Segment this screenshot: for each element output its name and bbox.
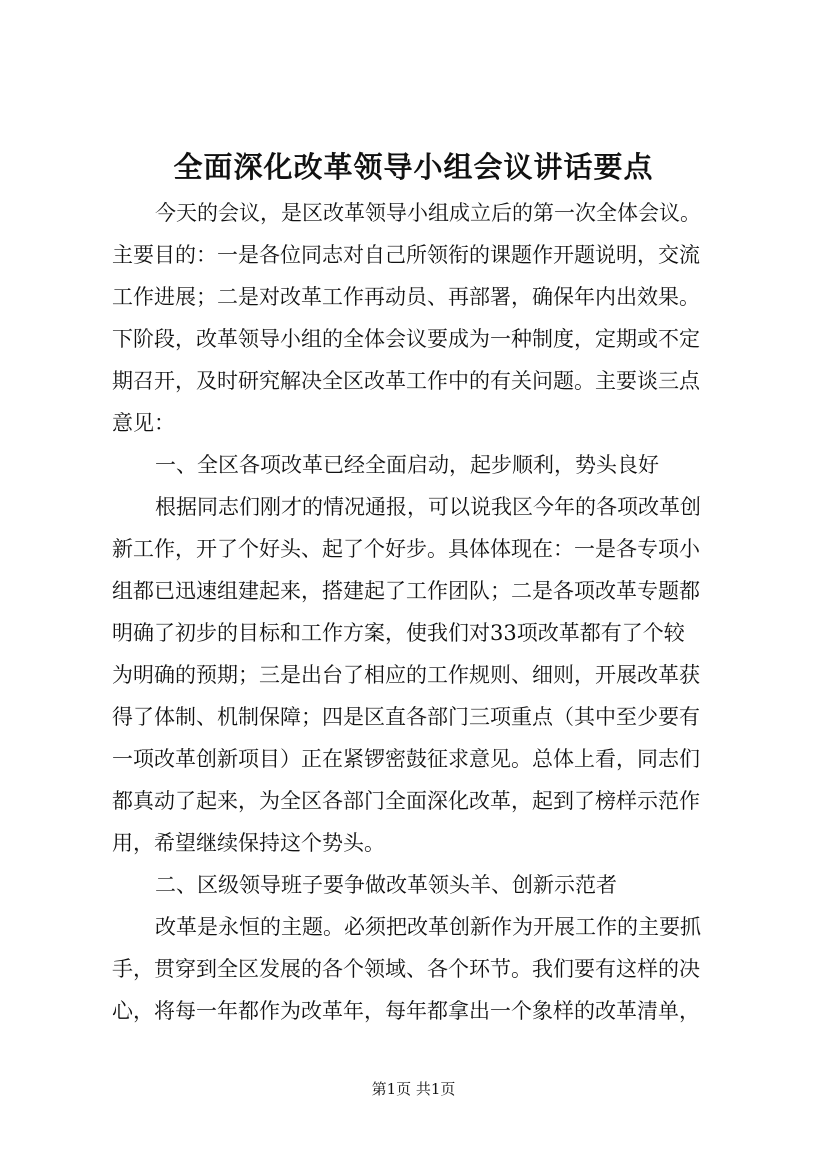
text-line: 为明确的预期；三是出台了相应的工作规则、细则，开展改革获 [112,663,700,687]
text-line: 新工作，开了个好头、起了个好步。具体体现在：一是各专项小 [112,537,700,561]
text-line: 期召开，及时研究解决全区改革工作中的有关问题。主要谈三点 [112,369,700,393]
text-line: 组都已迅速组建起来，搭建起了工作团队；二是各项改革专题都 [112,579,700,603]
text-line: 一项改革创新项目）正在紧锣密鼓征求意见。总体上看，同志们 [112,747,700,771]
text-line: 手，贯穿到全区发展的各个领域、各个环节。我们要有这样的决 [112,957,700,981]
text-line: 用，希望继续保持这个势头。 [112,831,385,855]
text-line: 根据同志们刚才的情况通报，可以说我区今年的各项改革创 [155,495,701,519]
text-line: 今天的会议，是区改革领导小组成立后的第一次全体会议。 [155,201,701,225]
text-line: 工作进展；二是对改革工作再动员、再部署，确保年内出效果。 [112,285,700,309]
section-heading: 二、区级领导班子要争做改革领头羊、创新示范者 [155,873,617,897]
text-line: 心，将每一年都作为改革年，每年都拿出一个象样的改革清单， [112,999,700,1023]
text-line: 都真动了起来，为全区各部门全面深化改革，起到了榜样示范作 [112,789,700,813]
text-line: 明确了初步的目标和工作方案，使我们对33项改革都有了个较 [112,621,685,645]
document-title: 全面深化改革领导小组会议讲话要点 [173,150,654,184]
page-footer: 第1页 共1页 [371,1080,456,1098]
text-line: 主要目的：一是各位同志对自己所领衔的课题作开题说明，交流 [112,243,700,267]
text-line: 下阶段，改革领导小组的全体会议要成为一种制度，定期或不定 [112,327,700,351]
section-heading: 一、全区各项改革已经全面启动，起步顺利，势头良好 [155,453,659,477]
text-line: 意见： [112,411,175,435]
text-line: 得了体制、机制保障；四是区直各部门三项重点（其中至少要有 [112,705,700,729]
text-line: 改革是永恒的主题。必须把改革创新作为开展工作的主要抓 [155,915,701,939]
